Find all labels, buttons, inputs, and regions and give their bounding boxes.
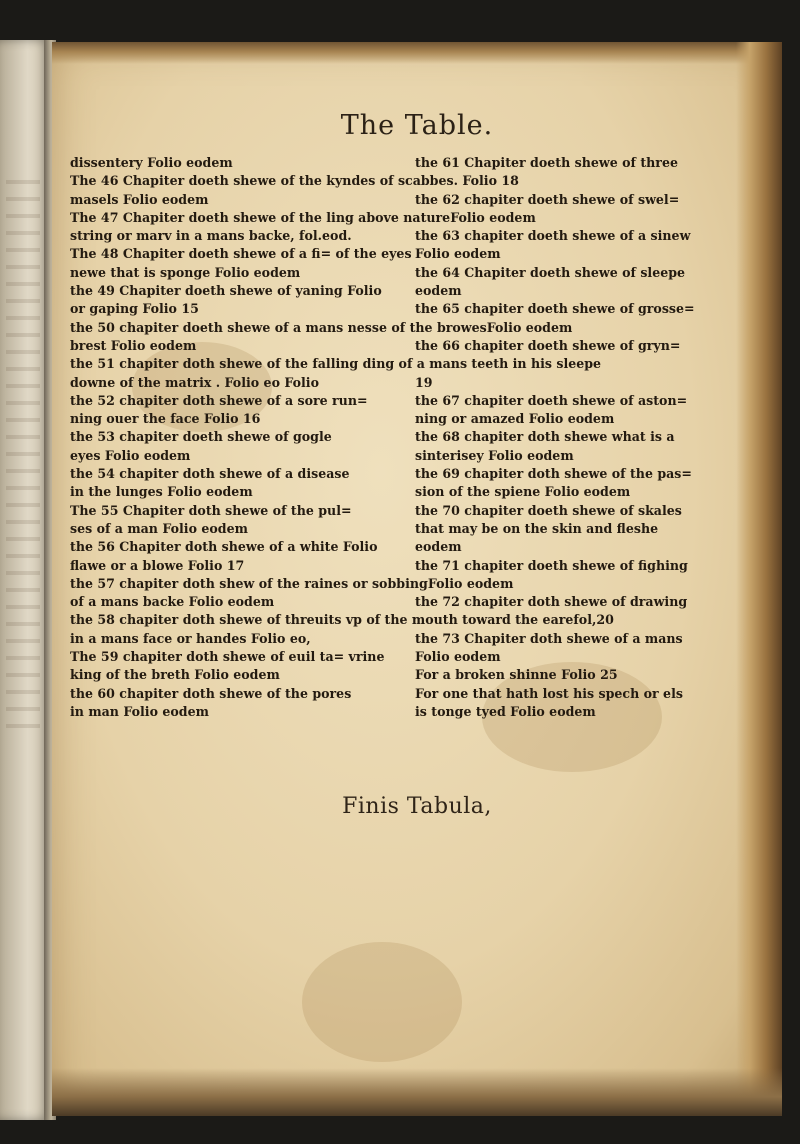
- toc-left-column-text: the 54 chapiter doth shewe of a disease: [70, 466, 350, 482]
- toc-line: [70, 282, 760, 300]
- toc-right-column-text: the 65 chapiter doeth shewe of grosse=: [415, 301, 695, 317]
- toc-line: [70, 465, 760, 483]
- toc-left-column-text: dissentery Folio eodem: [70, 155, 233, 170]
- toc-line: [70, 502, 760, 520]
- toc-right-column-text: [601, 355, 782, 373]
- toc-line: [70, 611, 760, 629]
- toc-right-column-text: the 70 chapiter doeth shewe of skales: [415, 502, 682, 518]
- toc-line: [70, 557, 760, 575]
- toc-left-column-text: flawe or a blowe Folio 17: [70, 557, 245, 573]
- toc-left-column-text: king of the breth Folio eodem: [70, 667, 280, 683]
- toc-left-column-text: string or marv in a mans backe, fol.eod.: [70, 228, 352, 244]
- toc-left-column-text: of a mans backe Folio eodem: [70, 594, 275, 610]
- toc-left-column-text: in the lunges Folio eodem: [70, 484, 253, 500]
- toc-right-column-text: Folio eodem: [486, 319, 573, 335]
- toc-right-column-text: For a broken shinne Folio 25: [415, 667, 618, 683]
- toc-line: [70, 209, 760, 227]
- toc-line: [70, 392, 760, 410]
- toc-right-column-text: the 72 chapiter doth shewe of drawing: [415, 594, 688, 610]
- toc-left-column-text: the 51 chapiter doth shewe of the falling ding of a mans teeth in his sleepe: [70, 356, 602, 372]
- toc-left-column-text: the 50 chapiter doeth shewe of a mans nesse of the browes: [70, 319, 487, 335]
- toc-right-column-text: eodem: [415, 283, 462, 299]
- book-page: [52, 42, 782, 1116]
- toc-left-column-text: the 58 chapiter doth shewe of threuits vp of the mouth toward the eare: [70, 612, 574, 628]
- toc-right-column-text: the 73 Chapiter doth shewe of a mans: [415, 630, 683, 646]
- toc-line: [70, 483, 760, 501]
- toc-line: [70, 538, 760, 556]
- toc-line: [70, 300, 760, 318]
- toc-line: [70, 575, 760, 593]
- toc-right-column-text: the 71 chapiter doeth shewe of fighing: [415, 557, 688, 573]
- toc-left-column-text: The 48 Chapiter doeth shewe of a fi= of the eyes: [70, 246, 412, 262]
- toc-right-column-text: that may be on the skin and fleshe: [415, 520, 659, 536]
- toc-right-column-text: is tonge tyed Folio eodem: [415, 703, 596, 719]
- toc-left-column-text: The 59 chapiter doth shewe of euil ta= vrine: [70, 649, 385, 665]
- toc-right-column-text: sinterisey Folio eodem: [415, 447, 574, 463]
- toc-left-column-text: The 47 Chapiter doeth shewe of the ling above nature: [70, 209, 451, 225]
- toc-right-column-text: eodem: [415, 539, 462, 555]
- toc-line: [70, 703, 760, 721]
- toc-line: [70, 191, 760, 209]
- toc-right-column-text: 19: [415, 374, 433, 390]
- toc-left-column-text: the 52 chapiter doth shewe of a sore run=: [70, 392, 368, 408]
- toc-line: [70, 630, 760, 648]
- toc-line: [70, 374, 760, 392]
- toc-right-column-text: For one that hath lost his spech or els: [415, 685, 683, 701]
- toc-line: [70, 172, 760, 190]
- toc-line: [70, 264, 760, 282]
- toc-line: [70, 666, 760, 684]
- toc-left-column-text: masels Folio eodem: [70, 191, 209, 207]
- toc-line: [70, 520, 760, 538]
- toc-right-column-text: . Folio 18: [453, 173, 519, 189]
- toc-line: [70, 685, 760, 703]
- toc-right-column-text: Folio eodem: [427, 575, 514, 591]
- toc-left-column-text: brest Folio eodem: [70, 337, 197, 353]
- toc-left-column-text: the 57 chapiter doth shew of the raines or sobbing: [70, 575, 428, 591]
- toc-right-column-text: Folio eodem: [450, 209, 536, 225]
- toc-line: [70, 648, 760, 666]
- toc-line: [70, 410, 760, 428]
- toc-right-column-text: the 64 Chapiter doeth shewe of sleepe: [415, 264, 686, 280]
- toc-line: [70, 447, 760, 465]
- toc-right-column-text: fol,20: [573, 612, 614, 628]
- toc-left-column-text: The 55 Chapiter doth shewe of the pul=: [70, 502, 352, 518]
- toc-left-column-text: The 46 Chapiter doeth shewe of the kyndes of scabbes: [70, 173, 454, 189]
- toc-line: [70, 154, 760, 172]
- toc-line: [70, 593, 760, 611]
- worn-top-edge: [52, 42, 782, 64]
- toc-right-column-text: the 61 Chapiter doeth shewe of three: [415, 155, 678, 170]
- toc-left-column-text: or gaping Folio 15: [70, 301, 199, 317]
- toc-left-column-text: the 56 Chapiter doth shewe of a white Folio: [70, 539, 378, 555]
- toc-line: [70, 355, 760, 373]
- toc-left-column-text: ning ouer the face Folio 16: [70, 411, 261, 427]
- toc-right-column-text: the 68 chapiter doth shewe what is a: [415, 429, 675, 445]
- toc-right-column-text: the 69 chapiter doth shewe of the pas=: [415, 466, 692, 482]
- page-title: The Table.: [340, 110, 494, 141]
- toc-left-column-text: eyes Folio eodem: [70, 447, 191, 463]
- toc-right-column-text: ning or amazed Folio eodem: [415, 411, 615, 427]
- toc-right-column-text: the 62 chapiter doeth shewe of swel=: [415, 191, 680, 207]
- toc-right-column-text: the 67 chapiter doeth shewe of aston=: [415, 392, 688, 408]
- toc-left-column-text: the 49 Chapiter doeth shewe of yaning Folio: [70, 283, 382, 299]
- toc-left-column-text: ses of a man Folio eodem: [70, 520, 248, 536]
- toc-line: [70, 428, 760, 446]
- toc-left-column-text: downe of the matrix . Folio eo Folio: [70, 374, 319, 390]
- closing-line: Finis Tabula,: [342, 794, 492, 819]
- toc-line: [70, 319, 760, 337]
- toc-left-column-text: in a mans face or handes Folio eo,: [70, 630, 311, 646]
- facing-page-edge: [0, 40, 50, 1120]
- toc-right-column-text: the 66 chapiter doeth shewe of gryn=: [415, 337, 681, 353]
- worn-bottom-edge: [52, 1068, 782, 1116]
- toc-left-column-text: in man Folio eodem: [70, 703, 209, 719]
- toc-left-column-text: the 60 chapiter doth shewe of the pores: [70, 685, 352, 701]
- toc-right-column-text: Folio eodem: [415, 246, 501, 262]
- toc-left-column-text: the 53 chapiter doeth shewe of gogle: [70, 429, 332, 445]
- facing-page-text-bleed: [6, 180, 40, 740]
- toc-right-column-text: the 63 chapiter doeth shewe of a sinew: [415, 228, 691, 244]
- toc-right-column-text: Folio eodem: [415, 649, 501, 665]
- toc-line: [70, 227, 760, 245]
- toc-right-column-text: sion of the spiene Folio eodem: [415, 484, 631, 500]
- toc-left-column-text: newe that is sponge Folio eodem: [70, 264, 301, 280]
- table-of-contents: [70, 154, 760, 721]
- toc-line: [70, 337, 760, 355]
- toc-line: [70, 245, 760, 263]
- paper-stain: [302, 942, 462, 1062]
